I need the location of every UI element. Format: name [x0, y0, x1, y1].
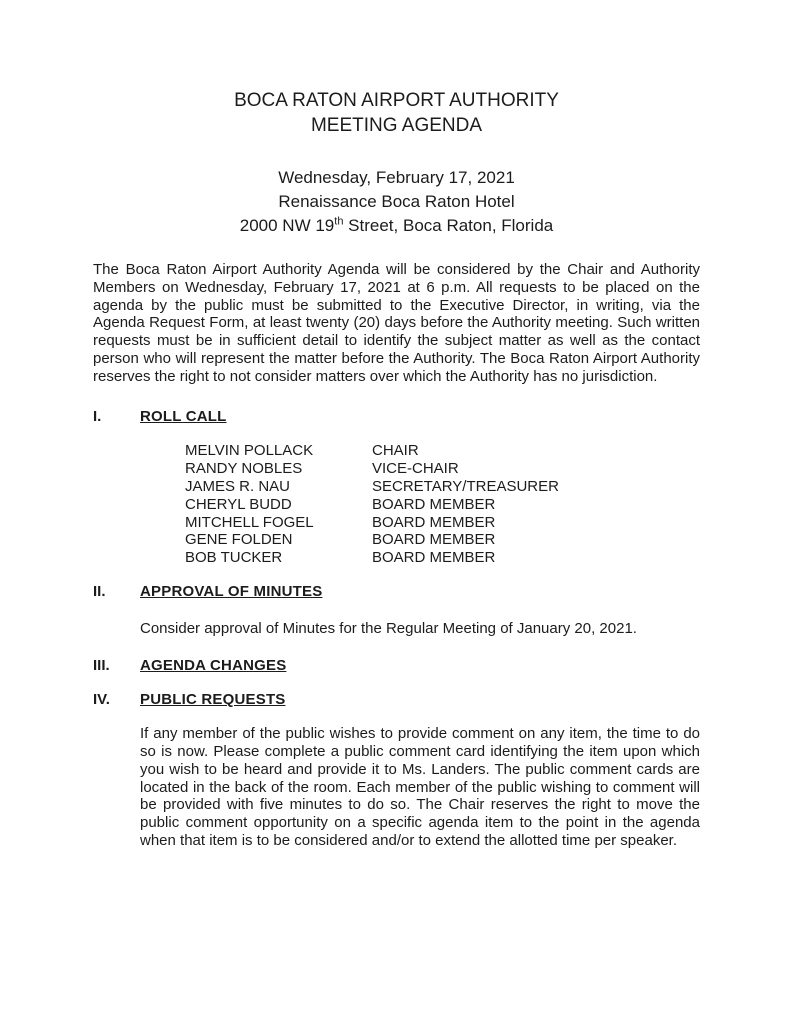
meeting-date: Wednesday, February 17, 2021 [278, 168, 515, 187]
section-public-requests [93, 691, 700, 709]
meeting-address [93, 214, 700, 238]
member-title: BOARD MEMBER [372, 513, 496, 531]
roll-call-row [185, 442, 700, 460]
section-numeral: I. [93, 407, 102, 425]
document-title-line-1: BOCA RATON AIRPORT AUTHORITY [234, 90, 559, 111]
roll-call-row [185, 478, 700, 496]
section-heading: AGENDA CHANGES [140, 656, 287, 674]
member-name: GENE FOLDEN [185, 531, 293, 549]
roll-call-row [185, 460, 700, 478]
meeting-address-ordinal: th [334, 215, 344, 228]
meeting-address-suffix: Street, Boca Raton, Florida [343, 216, 554, 235]
section-numeral: IV. [93, 691, 110, 709]
member-title: CHAIR [372, 442, 419, 460]
public-requests-body: If any member of the public wishes to provide comment on any item, the time to do so is now. Please complete a public comment card identifying the item upon which you wish to be heard and provide it to Ms. Landers. The public comment cards are located in the back of the room. Each member of the public wishing to comment will be provided with five minutes to do so. The Chair reserves the right to move the public comment opportunity on a specific agenda item to the point in the agenda when that item is to be considered and/or to extend the allotted time per speaker. [140, 725, 700, 849]
document-title-line-2: MEETING AGENDA [310, 115, 483, 136]
section-numeral: II. [93, 582, 106, 600]
meeting-venue: Renaissance Boca Raton Hotel [278, 192, 515, 211]
roll-call-list [185, 442, 700, 567]
member-title: VICE-CHAIR [372, 460, 459, 478]
roll-call-row [185, 531, 700, 549]
roll-call-row [185, 549, 700, 567]
member-name: BOB TUCKER [185, 549, 283, 567]
approval-of-minutes-body: Consider approval of Minutes for the Regular Meeting of January 20, 2021. [140, 619, 637, 637]
section-numeral: III. [93, 656, 110, 674]
member-name: CHERYL BUDD [185, 495, 292, 513]
intro-paragraph: The Boca Raton Airport Authority Agenda will be considered by the Chair and Authority Members on Wednesday, February 17, 2021 at 6 p.m. All requests to be placed on the agenda by the public must be submitted to the Executive Director, in writing, via the Agenda Request Form, at least twenty (20) days before the Authority meeting. Such written requests must be in sufficient detail to identify the subject matter as well as the contact person who will represent the matter before the Authority. The Boca Raton Airport Authority reserves the right to not consider matters over which the Authority has no jurisdiction. [93, 261, 700, 385]
section-agenda-changes [93, 657, 700, 675]
section-heading: APPROVAL OF MINUTES [140, 582, 323, 600]
document-title-block [93, 88, 700, 138]
section-heading: ROLL CALL [140, 407, 227, 425]
meeting-details-block [93, 166, 700, 238]
section-heading: PUBLIC REQUESTS [140, 691, 286, 709]
section-approval-of-minutes [93, 583, 700, 601]
member-title: SECRETARY/TREASURER [372, 477, 559, 495]
meeting-address-prefix: 2000 NW 19 [239, 216, 335, 235]
section-roll-call [93, 408, 700, 426]
member-name: MITCHELL FOGEL [185, 513, 314, 531]
member-name: MELVIN POLLACK [185, 442, 314, 460]
member-title: BOARD MEMBER [372, 495, 496, 513]
member-title: BOARD MEMBER [372, 531, 496, 549]
roll-call-row [185, 514, 700, 532]
member-name: RANDY NOBLES [185, 460, 303, 478]
member-title: BOARD MEMBER [372, 549, 496, 567]
roll-call-row [185, 496, 700, 514]
member-name: JAMES R. NAU [185, 477, 291, 495]
